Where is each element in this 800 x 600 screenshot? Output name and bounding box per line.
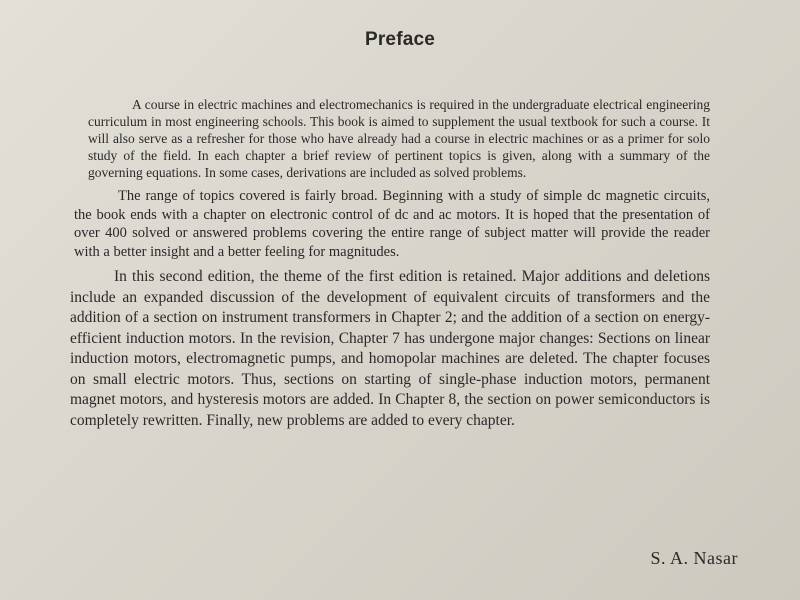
page-title: Preface [364, 29, 436, 50]
preface-body [70, 96, 710, 431]
paragraph-2: The range of topics covered is fairly broad. Beginning with a study of simple dc magnetic circuits, the book ends with a chapter on electronic control of dc and ac motors. It is hoped that the presentation of over 400 solved or answered problems covering the entire range of subject matter will provide the reader with a better insight and a better feeling for magnitudes. [74, 188, 710, 260]
paragraph-1: A course in electric machines and electromechanics is required in the undergraduate electrical engineering curriculum in most engineering schools. This book is aimed to supplement the usual textbook for such a course. It will also serve as a refresher for those who have already had a course in electric machines or as a primer for solo study of the field. In each chapter a brief review of pertinent topics is given, along with a summary of the governing equations. In some cases, derivations are included as solved problems. [88, 97, 710, 180]
paragraph-3: In this second edition, the theme of the first edition is retained. Major additions and deletions include an expanded discussion of the development of equivalent circuits of transformers and the addition of a section on instrument transformers in Chapter 2; and the addition of a section on energy-efficient induction motors. In the revision, Chapter 7 has undergone major changes: Sections on linear induction motors, electromagnetic pumps, and homopolar machines are deleted. The chapter focuses on small electric motors. Thus, sections on starting of single-phase induction motors, permanent magnet motors, and hysteresis motors are added. In Chapter 8, the section on power semiconductors is completely rewritten. Finally, new problems are added to every chapter. [70, 268, 710, 429]
author-signature: S. A. Nasar [650, 548, 738, 568]
